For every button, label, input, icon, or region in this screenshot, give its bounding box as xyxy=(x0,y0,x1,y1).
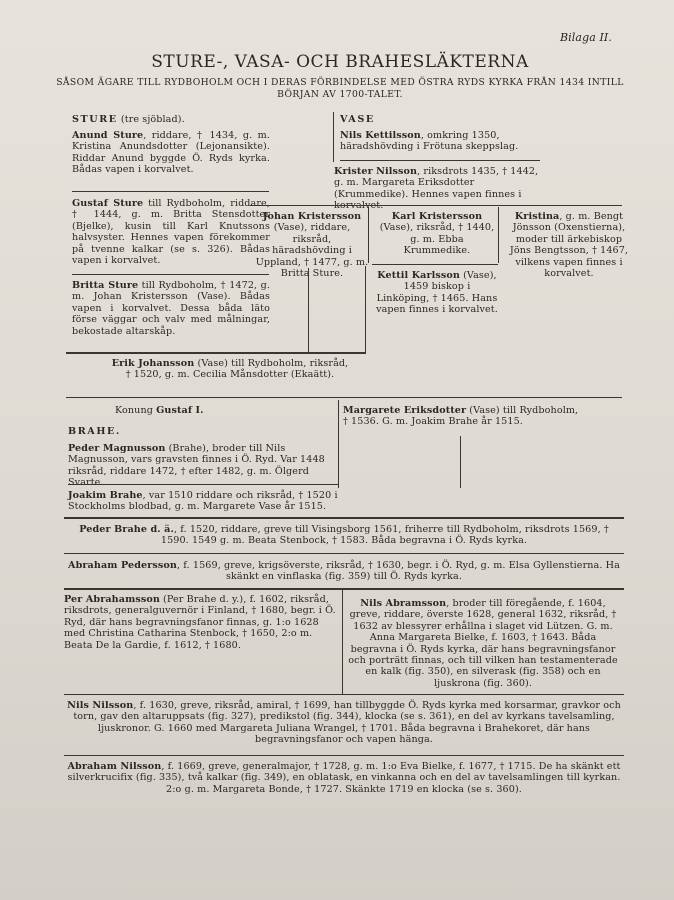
divider xyxy=(250,205,622,206)
entry-gustaf-sture: Gustaf Sture till Rydboholm, riddare, † 1444, g. m. Britta Stensdotter (Bjelke), kusin till Karl Knutssons halvsyster. Hennes vapen förekommer på tvenne kalkar (se s. 326). Bådas vapen i korvalvet. xyxy=(72,198,270,267)
divider xyxy=(338,400,339,488)
entry-nils-abramsson: Nils Abramsson, broder till föregående, f. 1604, greve, riddare, överste 1628, general 1632, riksråd, † 1632 av blessyrer erhållna i slaget vid Lützen. G. m. Anna Margareta Bielke, f. 1603, † 1643. Båda begravna i Ö. Ryds kyrka, där hans begravningsfanor och porträtt finnas, och till vilken han testamenterade en kalk (fig. 350), en silverask (fig. 358) och en ljuskrona (fig. 360). xyxy=(348,598,618,689)
entry-karl-kristersson: Karl Kristersson (Vase), riksråd, † 1440, g. m. Ebba Krummedike. xyxy=(379,211,495,257)
entry-margarete-eriksdotter: Margarete Eriksdotter (Vase) till Rydboholm, † 1536. G. m. Joakim Brahe år 1515. xyxy=(343,405,579,428)
divider xyxy=(66,352,366,354)
divider xyxy=(72,191,269,192)
divider xyxy=(64,694,624,695)
entry-kettil-karlsson: Kettil Karlsson (Vase), 1459 biskop i Linköping, † 1465. Hans vapen finnes i korvalvet. xyxy=(376,270,498,316)
entry-nils-kettilsson: Nils Kettilsson, omkring 1350, häradshövding i Frötuna skeppslag. xyxy=(340,130,519,153)
appendix-label: Bilaga II. xyxy=(560,31,612,44)
divider xyxy=(64,553,624,554)
divider xyxy=(333,112,334,162)
heading-brahe: BRAHE. xyxy=(68,426,121,437)
divider xyxy=(68,484,338,485)
main-title: STURE-, VASA- OCH BRAHESLÄKTERNA xyxy=(151,52,529,72)
entry-johan-kristersson: Johan Kristersson (Vase), riddare, riksråd, häradshövding i Uppland, † 1477, g. m. Britta Sture. xyxy=(255,211,369,280)
entry-britta-sture: Britta Sture till Rydboholm, † 1472, g. m. Johan Kristersson (Vase). Bådas vapen i korvalvet. Dessa båda läto förse väggar och valv med målningar, bekostade altarskåp. xyxy=(72,280,271,337)
entry-erik-johansson: Erik Johansson (Vase) till Rydboholm, riksråd, † 1520, g. m. Cecilia Månsdotter (Ekaätt). xyxy=(111,358,349,381)
heading-sture: STURE (tre sjöblad). xyxy=(72,114,185,125)
divider xyxy=(72,274,269,275)
divider xyxy=(372,264,498,265)
entry-abraham-pedersson: Abraham Pedersson, f. 1569, greve, krigsöverste, riksråd, † 1630, begr. i Ö. Ryd, g. m. Elsa Gyllenstierna. Ha skänkt en vinflaska (fig. 359) till Ö. Ryds kyrka. xyxy=(68,560,620,583)
entry-peder-magnusson: Peder Magnusson (Brahe), broder till Nils Magnusson, vars gravsten finnes i Ö. Ryd. Var 1448 riksråd, riddare 1472, † efter 1482, g. m. Ölgerd Svarte. xyxy=(68,443,325,489)
divider xyxy=(308,268,309,352)
divider xyxy=(368,207,369,263)
divider xyxy=(365,266,366,352)
divider xyxy=(340,160,540,161)
heading-vase: VASE xyxy=(340,114,375,125)
entry-krister-nilsson: Krister Nilsson, riksdrots 1435, † 1442, g. m. Margareta Eriksdotter (Krummedike). Hennes vapen finnes i korvalvet. xyxy=(334,166,539,212)
divider xyxy=(460,436,461,488)
entry-kristina: Kristina, g. m. Bengt Jönsson (Oxenstierna), moder till ärkebiskop Jöns Bengtsson, † 1467, vilkens vapen finnes i korvalvet. xyxy=(509,211,629,280)
divider xyxy=(64,755,624,756)
entry-anund-sture: Anund Sture, riddare, † 1434, g. m. Kristina Anundsdotter (Lejonansikte). Riddar Anund byggde Ö. Ryds kyrka. Bådas vapen i korvalvet. xyxy=(72,130,270,176)
entry-abraham-nilsson: Abraham Nilsson, f. 1669, greve, generalmajor, † 1728, g. m. 1:o Eva Bielke, f. 1677, † 1715. De ha skänkt ett silverkrucifix (fig. 335), två kalkar (fig. 349), en oblatask, en vinkanna och en del av tavelsamlingen till kyrkan. 2:o g. m. Margareta Bonde, † 1727. Skänkte 1719 en klocka (se s. 360). xyxy=(67,761,621,795)
divider xyxy=(64,517,624,519)
divider xyxy=(342,590,343,694)
divider xyxy=(498,207,499,263)
subtitle: SÅSOM ÄGARE TILL RYDBOHOLM OCH I DERAS FÖRBINDELSE MED ÖSTRA RYDS KYRKA FRÅN 1434 INTILL BÖRJAN AV 1700-TALET. xyxy=(56,77,624,100)
entry-gustaf-i: Konung Gustaf I. xyxy=(115,405,204,416)
divider xyxy=(66,397,622,398)
entry-peder-brahe: Peder Brahe d. ä., f. 1520, riddare, greve till Visingsborg 1561, friherre till Rydboholm, riksdrots 1569, † 1590. 1549 g. m. Beata Stenbock, † 1583. Båda begravna i Ö. Ryds kyrka. xyxy=(79,524,609,547)
entry-joakim-brahe: Joakim Brahe, var 1510 riddare och riksråd, † 1520 i Stockholms blodbad, g. m. Margarete Vase år 1515. xyxy=(68,490,338,513)
divider xyxy=(64,588,624,590)
entry-nils-nilsson: Nils Nilsson, f. 1630, greve, riksråd, amiral, † 1699, han tillbyggde Ö. Ryds kyrka med korsarmar, gravkor och torn, gav den altaruppsats (fig. 327), predikstol (fig. 344), klocka (se s. 361), en del av kyrkans tavelsamling, ljuskronor. G. 1660 med Margareta Juliana Wrangel, † 1701. Båda begravna i Brahekoret, där hans begravningsfanor och vapen hänga. xyxy=(67,700,621,746)
entry-per-abrahamsson: Per Abrahamsson (Per Brahe d. y.), f. 1602, riksråd, riksdrots, generalguvernör i Finland, † 1680, begr. i Ö. Ryd, där hans begravningsfanor finnas, g. 1:o 1628 med Christina Catharina Stenbock, † 1650, 2:o m. Beata De la Gardie, f. 1612, † 1680. xyxy=(64,594,336,651)
